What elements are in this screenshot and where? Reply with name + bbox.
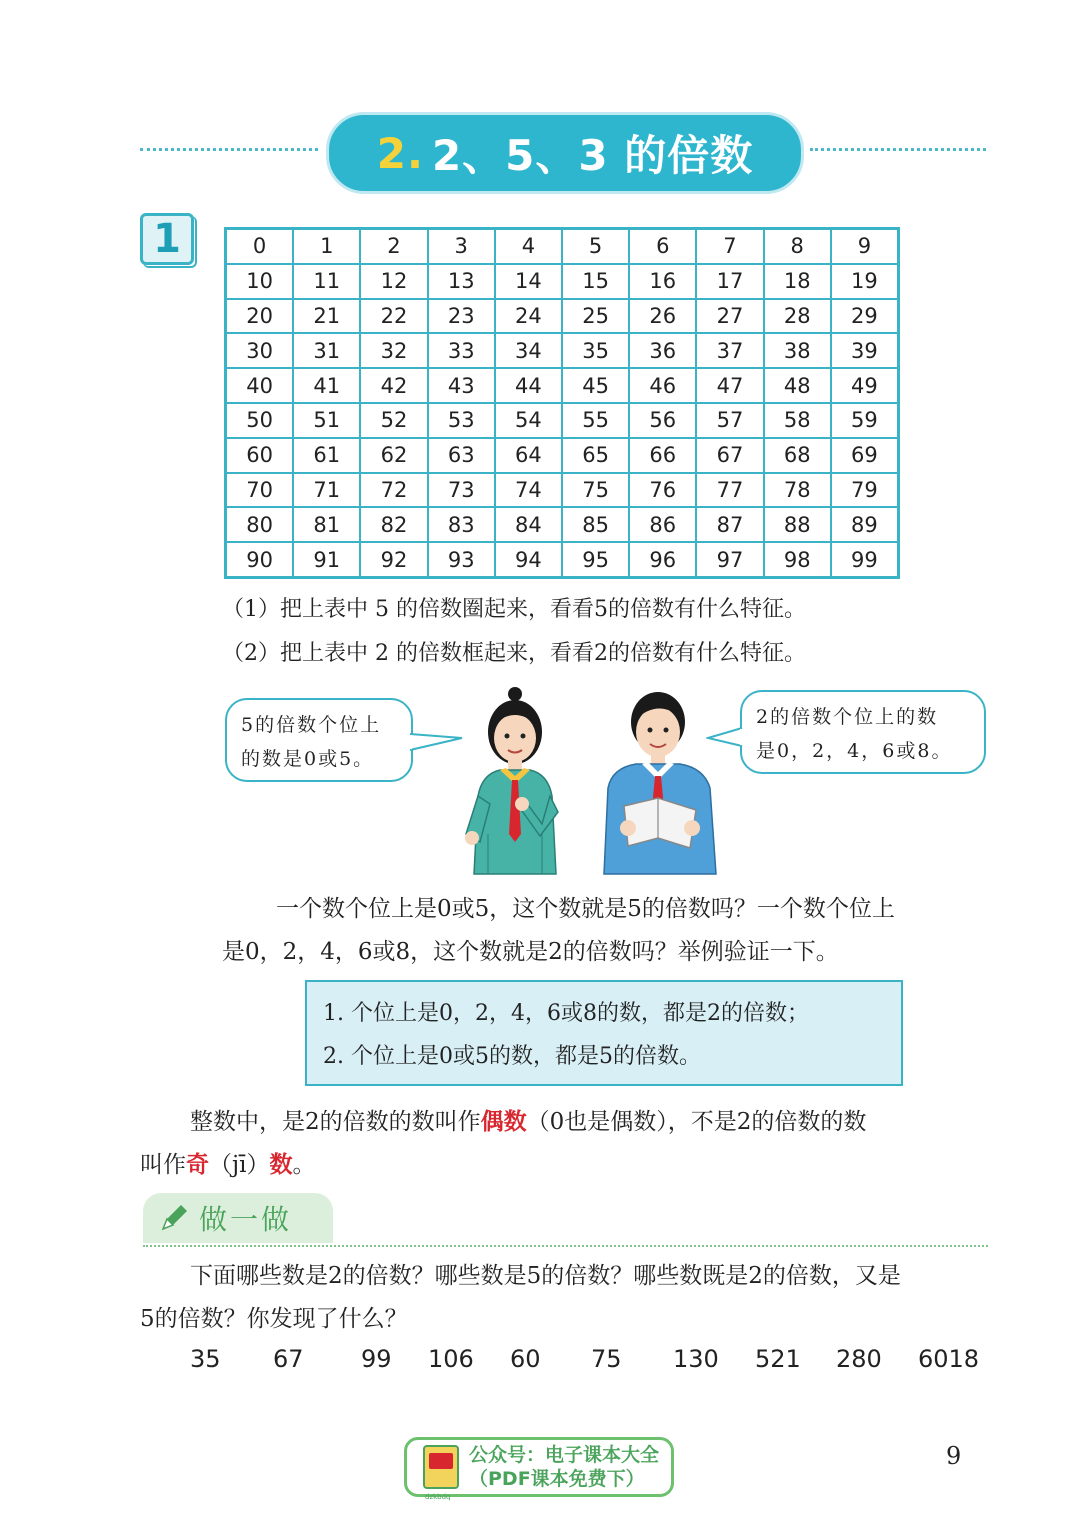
question-2: （2）把上表中 2 的倍数框起来，看看2的倍数有什么特征。: [222, 641, 806, 666]
grid-cell: 86: [629, 507, 696, 542]
grid-cell: 64: [495, 438, 562, 473]
odd-pinyin: （jī）: [209, 1152, 270, 1178]
grid-cell: 60: [226, 438, 293, 473]
grid-cell: 65: [562, 438, 629, 473]
grid-cell: 98: [764, 542, 831, 577]
grid-cell: 4: [495, 229, 562, 264]
question-1: （1）把上表中 5 的倍数圈起来，看看5的倍数有什么特征。: [222, 597, 806, 622]
grid-cell: 12: [360, 264, 427, 299]
practice-prompt-line-1: 下面哪些数是2的倍数？哪些数是5的倍数？哪些数既是2的倍数，又是: [190, 1263, 901, 1289]
title-dots-right: [810, 148, 986, 151]
grid-cell: 55: [562, 403, 629, 438]
grid-cell: 28: [764, 299, 831, 334]
grid-cell: 93: [428, 542, 495, 577]
grid-cell: 56: [629, 403, 696, 438]
grid-cell: 10: [226, 264, 293, 299]
practice-tab: [143, 1193, 333, 1243]
grid-cell: 99: [831, 542, 898, 577]
grid-cell: 24: [495, 299, 562, 334]
grid-cell: 58: [764, 403, 831, 438]
girl-speech-bubble: 5的倍数个位上 的数是0或5。: [225, 698, 413, 782]
grid-cell: 31: [293, 333, 360, 368]
grid-cell: 94: [495, 542, 562, 577]
grid-cell: 66: [629, 438, 696, 473]
practice-number: 99: [361, 1345, 392, 1373]
grid-cell: 13: [428, 264, 495, 299]
grid-cell: 27: [696, 299, 763, 334]
grid-cell: 91: [293, 542, 360, 577]
grid-cell: 72: [360, 473, 427, 508]
grid-cell: 37: [696, 333, 763, 368]
grid-cell: 16: [629, 264, 696, 299]
grid-cell: 69: [831, 438, 898, 473]
practice-number: 130: [673, 1345, 719, 1373]
grid-cell: 67: [696, 438, 763, 473]
boy-illustration: [598, 688, 722, 876]
practice-number: 106: [428, 1345, 474, 1373]
grid-cell: 11: [293, 264, 360, 299]
pencil-icon: [159, 1203, 189, 1233]
grid-cell: 88: [764, 507, 831, 542]
grid-cell: 5: [562, 229, 629, 264]
grid-cell: 61: [293, 438, 360, 473]
grid-cell: 35: [562, 333, 629, 368]
grid-cell: 73: [428, 473, 495, 508]
section-title-text: 2、5、3 的倍数: [431, 131, 754, 180]
grid-cell: 34: [495, 333, 562, 368]
even-term: 偶数: [480, 1108, 527, 1135]
title-dots-left: [140, 148, 318, 151]
page-number: 9: [946, 1442, 962, 1470]
grid-cell: 77: [696, 473, 763, 508]
grid-cell: 76: [629, 473, 696, 508]
grid-cell: 87: [696, 507, 763, 542]
grid-cell: 90: [226, 542, 293, 577]
question-paragraph-line-1: 一个数个位上是0或5，这个数就是5的倍数吗？一个数个位上: [276, 896, 895, 922]
grid-cell: 40: [226, 368, 293, 403]
conclusion-2: 2. 个位上是0或5的数，都是5的倍数。: [323, 1044, 701, 1069]
grid-cell: 81: [293, 507, 360, 542]
grid-cell: 80: [226, 507, 293, 542]
grid-cell: 20: [226, 299, 293, 334]
practice-label: 做一做: [199, 1203, 293, 1236]
grid-cell: 71: [293, 473, 360, 508]
grid-cell: 26: [629, 299, 696, 334]
grid-cell: 0: [226, 229, 293, 264]
grid-cell: 25: [562, 299, 629, 334]
example-number-badge: 1: [140, 213, 194, 265]
grid-cell: 36: [629, 333, 696, 368]
grid-cell: 97: [696, 542, 763, 577]
grid-cell: 82: [360, 507, 427, 542]
grid-cell: 21: [293, 299, 360, 334]
grid-cell: 83: [428, 507, 495, 542]
grid-cell: 7: [696, 229, 763, 264]
grid-cell: 23: [428, 299, 495, 334]
grid-cell: 2: [360, 229, 427, 264]
grid-cell: 78: [764, 473, 831, 508]
grid-cell: 62: [360, 438, 427, 473]
grid-cell: 47: [696, 368, 763, 403]
grid-cell: 22: [360, 299, 427, 334]
practice-divider: [143, 1245, 988, 1247]
grid-cell: 46: [629, 368, 696, 403]
grid-cell: 68: [764, 438, 831, 473]
grid-cell: 38: [764, 333, 831, 368]
grid-cell: 75: [562, 473, 629, 508]
odd-term-1: 奇: [186, 1151, 209, 1178]
grid-cell: 8: [764, 229, 831, 264]
grid-cell: 63: [428, 438, 495, 473]
practice-prompt-line-2: 5的倍数？你发现了什么？: [140, 1306, 408, 1332]
section-title: [326, 112, 804, 194]
grid-cell: 45: [562, 368, 629, 403]
grid-cell: 15: [562, 264, 629, 299]
grid-cell: 42: [360, 368, 427, 403]
grid-cell: 44: [495, 368, 562, 403]
grid-cell: 43: [428, 368, 495, 403]
practice-number: 67: [273, 1345, 304, 1373]
practice-number: 60: [510, 1345, 541, 1373]
practice-number: 35: [190, 1345, 221, 1373]
practice-number: 280: [836, 1345, 882, 1373]
watermark-badge: [404, 1437, 674, 1501]
grid-cell: 89: [831, 507, 898, 542]
grid-cell: 49: [831, 368, 898, 403]
grid-cell: 1: [293, 229, 360, 264]
watermark-line-1: 公众号：电子课本大全: [469, 1444, 660, 1466]
question-paragraph-line-2: 是0，2，4，6或8，这个数就是2的倍数吗？举例验证一下。: [222, 939, 839, 965]
grid-cell: 18: [764, 264, 831, 299]
grid-cell: 33: [428, 333, 495, 368]
grid-cell: 54: [495, 403, 562, 438]
grid-cell: 79: [831, 473, 898, 508]
grid-cell: 51: [293, 403, 360, 438]
girl-illustration: [460, 684, 570, 876]
grid-cell: 29: [831, 299, 898, 334]
grid-cell: 50: [226, 403, 293, 438]
practice-number: 6018: [918, 1345, 980, 1373]
grid-cell: 92: [360, 542, 427, 577]
grid-cell: 30: [226, 333, 293, 368]
section-number: 2.: [376, 128, 424, 178]
grid-cell: 70: [226, 473, 293, 508]
grid-cell: 32: [360, 333, 427, 368]
odd-term-2: 数: [269, 1151, 293, 1178]
grid-cell: 96: [629, 542, 696, 577]
grid-cell: 6: [629, 229, 696, 264]
boy-speech-bubble: 2的倍数个位上的数 是0，2，4，6或8。: [740, 690, 986, 774]
girl-bubble-tail: [408, 728, 464, 758]
textbook-icon: dzkbdq: [423, 1445, 459, 1489]
grid-cell: 19: [831, 264, 898, 299]
grid-cell: 53: [428, 403, 495, 438]
practice-number: 75: [591, 1345, 622, 1373]
watermark-line-2: （PDF课本免费下）: [469, 1468, 645, 1490]
grid-cell: 3: [428, 229, 495, 264]
definition-line-2: 叫作奇（jī）数。: [140, 1151, 316, 1178]
grid-cell: 57: [696, 403, 763, 438]
practice-number: 521: [755, 1345, 801, 1373]
grid-cell: 85: [562, 507, 629, 542]
grid-cell: 95: [562, 542, 629, 577]
grid-cell: 17: [696, 264, 763, 299]
definition-line-1: 整数中，是2的倍数的数叫作偶数（0也是偶数），不是2的倍数的数: [190, 1108, 867, 1135]
grid-cell: 41: [293, 368, 360, 403]
grid-cell: 84: [495, 507, 562, 542]
conclusion-box: [305, 980, 903, 1086]
grid-cell: 39: [831, 333, 898, 368]
grid-cell: 52: [360, 403, 427, 438]
grid-cell: 48: [764, 368, 831, 403]
hundred-chart: [224, 227, 900, 579]
grid-cell: 14: [495, 264, 562, 299]
grid-cell: 9: [831, 229, 898, 264]
grid-cell: 74: [495, 473, 562, 508]
conclusion-1: 1. 个位上是0，2，4，6或8的数，都是2的倍数；: [323, 1001, 809, 1026]
grid-cell: 59: [831, 403, 898, 438]
